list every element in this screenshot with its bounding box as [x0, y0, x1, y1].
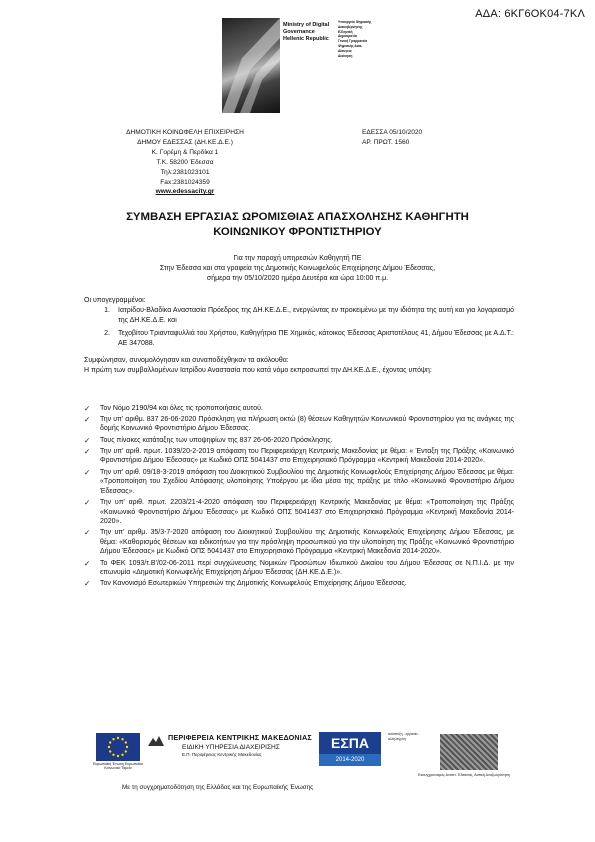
- document-title: [60, 210, 535, 239]
- protocol-number: ΑΡ. ΠΡΩΤ. 1560: [362, 139, 410, 146]
- document-date: ΕΔΕΣΣΑ 05/10/2020: [362, 129, 423, 136]
- consideration-text: Την υπ' αριθ. πρωτ. 2203/21-4-2020 απόφαση του Περιφερειάρχη Κεντρικής Μακεδονίας με θέμα: «Τροποποίηση της Πράξης «Κοινωνικό Φροντιστήριο Δήμου Έδεσσας» με Κωδικό ΟΠΣ 5041437 στο Επιχειρησιακό Πρόγραμμα «Κεντρική Μακεδονία 2014-2020».: [100, 498, 514, 526]
- region-emblem-icon: [147, 734, 165, 746]
- intro-line: Για την παροχή υπηρεσιών Καθηγητή ΠΕ: [233, 255, 362, 262]
- consideration-item: [84, 436, 514, 446]
- ministry-gr-line: Ψηφιακής Διακ.: [338, 43, 363, 48]
- region-subtitle-small: Ε.Π. Περιφέρειας Κεντρικής Μακεδονίας: [182, 752, 262, 757]
- parties-list: [84, 306, 514, 348]
- ministry-gr-line: Ελληνική: [338, 29, 353, 34]
- sender-line: Fax:2381024359: [160, 178, 210, 186]
- consideration-text: Τον Κανονισμό Εσωτερικών Υπηρεσιών της Δημοτικής Κοινωφελούς Επιχείρησης Δήμου Έδεσσας.: [100, 580, 407, 588]
- party-text: Ιατρίδου-Βλαδίκα Αναστασία Πρόεδρος της ΔΗ.ΚΕ.Δ.Ε., ενεργώντας εν προκειμένω με την ιδιότητα της αυτή και για λογαριασμό της ΔΗ.ΚΕ.Δ.Ε. και: [118, 307, 514, 324]
- party-number: 1.: [104, 307, 110, 314]
- consideration-item: [84, 528, 514, 557]
- sender-line: Τ.Κ. 58200 Έδεσσα: [156, 158, 214, 166]
- ministry-gr-line: Υπουργείο Ψηφιακής: [338, 20, 372, 24]
- checkmark-icon: ✓: [84, 558, 91, 568]
- region-name: ΠΕΡΙΦΕΡΕΙΑ ΚΕΝΤΡΙΚΗΣ ΜΑΚΕΔΟΝΙΑΣ: [168, 733, 312, 742]
- ministry-line: Hellenic Republic: [283, 36, 329, 42]
- checkmark-icon: ✓: [84, 446, 91, 456]
- ministry-logo: [222, 18, 280, 113]
- checkmark-icon: ✓: [84, 579, 91, 589]
- espa-title: ΕΣΠΑ: [319, 732, 381, 754]
- consideration-item: [84, 498, 514, 527]
- consideration-text: Το ΦΕΚ 1093/τ.Β'/02-06-2011 περί συγχώνευσης Νομικών Προσώπων Ιδιωτικού Δικαίου του Δήμου Έδεσσας σε Ν.Π.Ι.Δ. με την επωνυμία «Δημοτική Κοινωφελής Επιχείρηση Δήμου Έδεσσας (ΔΗ.ΚΕ.Δ.Ε.)».: [100, 559, 514, 577]
- consideration-item: [84, 415, 514, 434]
- checkmark-icon: ✓: [84, 528, 91, 538]
- consideration-text: Την υπ' αριθ. 09/18-3-2019 απόφαση του Διοικητικού Συμβουλίου της Δημοτικής Κοινωφελούς Επιχείρησης Δήμου Έδεσσας με θέμα: «Τροποποίηση του Σχεδίου Απόφασης υλοποίησης Υποέργου με ίδια μέσα της πράξης με τίτλο «Κοινωνικό Φροντιστήριο Δήμου Έδεσσας».: [100, 468, 514, 495]
- espa-period: 2014-2020: [319, 754, 381, 766]
- party-text: Τεχοβίτου Τριανταφυλλιά του Χρήστου, Καθηγήτρια ΠΕ Χημικός, κάτοικος Έδεσσας Αριστοτέλους 41, Δήμου Έδεσσας με Α.Δ.Τ.: ΑΕ 347088.: [118, 330, 514, 347]
- ministry-name-greek: [338, 20, 371, 58]
- eu-caption: Ευρωπαϊκή Ένωση Ευρωπαϊκό Κοινωνικό Ταμείο: [92, 762, 144, 771]
- first-party-paragraph: Η πρώτη των συμβαλλομένων Ιατρίδου Αναστασία που κατά νόμο εκπροσωπεί την ΔΗ.ΚΕ.Δ.Ε., έχοντας υπόψη:: [84, 367, 432, 374]
- checkmark-icon: ✓: [84, 403, 91, 413]
- consideration-item: [84, 579, 514, 589]
- party-item: [84, 306, 514, 325]
- website-link[interactable]: www.edessacity.gr: [155, 188, 215, 196]
- eu-flag-logo: [96, 733, 140, 761]
- consideration-text: Την υπ' αριθμ. 35/3-7-2020 απόφαση του Διοικητικού Συμβουλίου της Δημοτικής Κοινωφελούς Επιχείρησης Δήμου Έδεσσας, με θέμα: «Καθορισμός θέσεων και ειδικοτήτων για την πρόσληψη προσωπικού για την υλοποίηση της Πράξης «Κοινωνικό Φροντιστήριο Δήμου Έδεσσας» με Κωδικό ΟΠΣ 5041437 στο Επιχειρησιακό Πρόγραμμα «Κεντρική Μακεδονία 2014-2020».: [100, 529, 514, 556]
- project-photo: [440, 734, 498, 770]
- ministry-gr-line: Δίαυγεια: [338, 48, 352, 53]
- checkmark-icon: ✓: [84, 467, 91, 477]
- title-line: ΚΟΙΝΩΝΙΚΟΥ ΦΡΟΝΤΙΣΤΗΡΙΟΥ: [213, 225, 382, 238]
- intro-line: Στην Έδεσσα και στα γραφεία της Δημοτικής Κοινωφελούς Επιχείρησης Δήμου Έδεσσας,: [159, 265, 436, 272]
- espa-caption: ανάπτυξη - εργασία - αλληλεγγύη: [388, 732, 420, 741]
- consideration-item: [84, 468, 514, 497]
- ministry-line: Ministry of Digital: [283, 22, 330, 28]
- party-number: 2.: [104, 330, 110, 338]
- considerations-list: [84, 402, 514, 589]
- ministry-gr-line: Διοίκηση: [338, 53, 353, 58]
- cofinancing-note: Με τη συγχρηματοδότηση της Ελλάδας και της Ευρωπαϊκής Ένωσης: [122, 784, 314, 791]
- consideration-item: [84, 404, 514, 414]
- checkmark-icon: ✓: [84, 435, 91, 445]
- title-line: ΣΥΜΒΑΣΗ ΕΡΓΑΣΙΑΣ ΩΡΟΜΙΣΘΙΑΣ ΑΠΑΣΧΟΛΗΣΗΣ ΚΑΘΗΓΗΤΗ: [126, 211, 469, 223]
- consideration-item: [84, 447, 514, 466]
- sender-line: ΔΗΜΟΤΙΚΗ ΚΟΙΝΩΦΕΛΗ ΕΠΙΧΕΙΡΗΣΗ: [126, 129, 244, 136]
- checkmark-icon: ✓: [84, 497, 91, 507]
- agreement-line: Συμφώνησαν, συνομολόγησαν και συναποδέχθηκαν τα ακόλουθα:: [84, 357, 289, 364]
- consideration-text: Την υπ' αριθμ. 837 26-06-2020 Πρόσκληση για πλήρωση οκτώ (8) θέσεων Καθηγητών Κοινωνικού Φροντιστηρίου για τις ανάγκες της δομής Κοινωνικό Φροντιστήριο Δήμου Έδεσσας.: [100, 415, 514, 433]
- date-block: [362, 128, 422, 148]
- consideration-text: Την υπ' αριθ. πρωτ. 1039/20-2-2019 απόφαση του Περιφερειάρχη Κεντρικής Μακεδονίας με θέμα: « Ένταξη της Πράξης «Κοινωνικό Φροντιστήριο Δήμου Έδεσσας» με Κωδικό ΟΠΣ 5041437 στο Επιχειρησιακό Πρόγραμμα «Κεντρική Μακεδονία 2014-2020».: [100, 447, 514, 465]
- project-caption: Εκσυγχρονισμός Αναπτ. Έδεσσας, Αστική Αναζωογόνηση: [418, 773, 510, 777]
- sender-line: ΔΗΜΟΥ ΕΔΕΣΣΑΣ (ΔΗ.ΚΕ.Δ.Ε.): [137, 138, 233, 146]
- consideration-item: [84, 559, 514, 578]
- ada-code: ΑΔΑ: 6ΚΓ6ΟΚ04-7ΚΛ: [475, 8, 585, 20]
- region-subtitle: ΕΙΔΙΚΗ ΥΠΗΡΕΣΙΑ ΔΙΑΧΕΙΡΙΣΗΣ: [182, 744, 280, 751]
- consideration-text: Τον Νόμο 2190/94 και όλες τις τροποποιήσεις αυτού.: [100, 404, 263, 412]
- intro-paragraph: [60, 254, 535, 284]
- ministry-gr-line: Διακυβέρνησης: [338, 24, 363, 29]
- undersigned-label: Οι υπογεγραμμένοι:: [84, 297, 146, 304]
- consideration-text: Τους πίνακες κατάταξης των υποψηφίων της 837 26-06-2020 Πρόσκλησης.: [100, 436, 333, 444]
- ministry-gr-line: Γενική Γραμματεία: [338, 39, 368, 44]
- ministry-line: Governance: [283, 29, 315, 35]
- party-item: [84, 329, 514, 348]
- checkmark-icon: ✓: [84, 414, 91, 424]
- sender-line: Κ. Γορέμη & Περδίκα 1: [151, 148, 219, 156]
- sender-line: Τηλ:2381023101: [160, 168, 210, 176]
- ministry-gr-line: Δημοκρατία: [338, 34, 357, 39]
- sender-address: [70, 128, 300, 197]
- ministry-name: [283, 22, 329, 43]
- espa-logo: [319, 732, 381, 768]
- intro-line: σήμερα την 05/10/2020 ημέρα Δευτέρα και ώρα 10:00 π.μ.: [206, 275, 389, 282]
